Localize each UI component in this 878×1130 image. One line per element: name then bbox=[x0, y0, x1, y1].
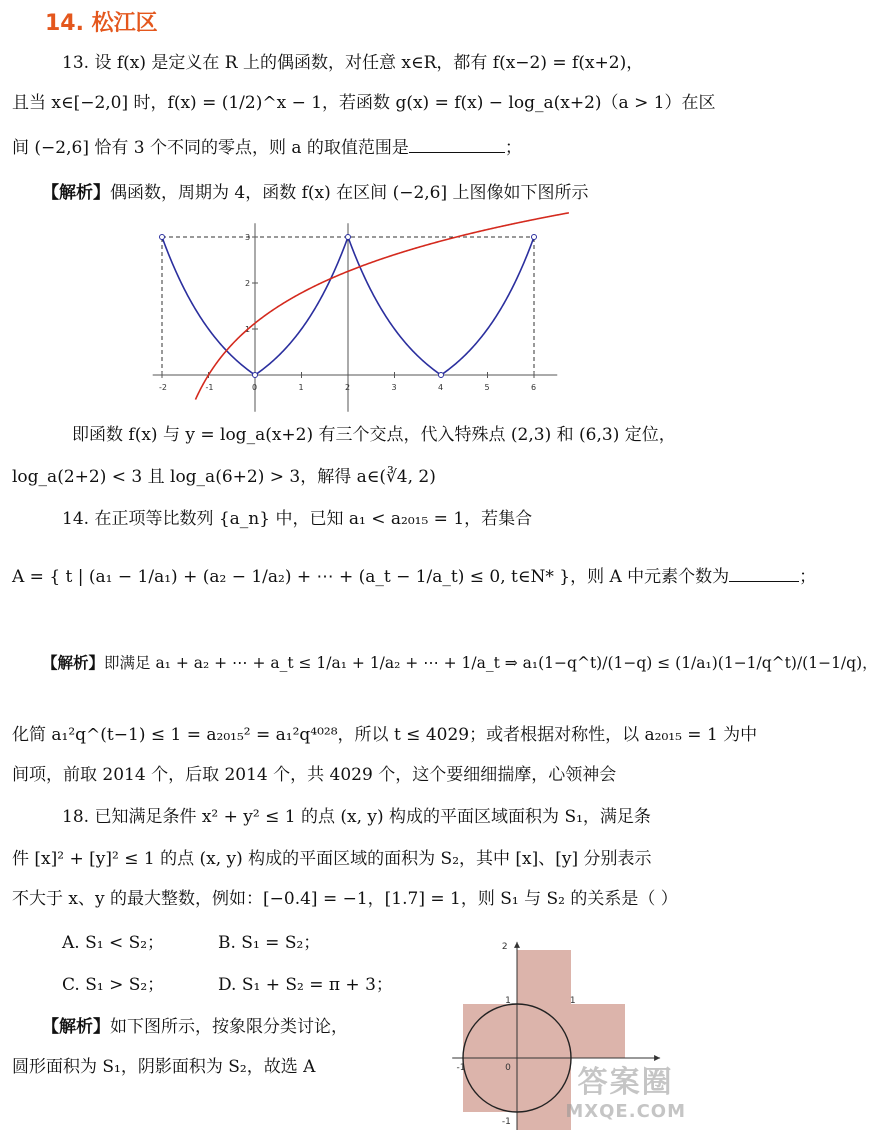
tick-label: -1 bbox=[501, 1116, 511, 1127]
q14-set-tail: ，则 A 中元素个数为 bbox=[570, 567, 730, 587]
q14-set-expression: A = { t | (a₁ − 1/a₁) + (a₂ − 1/a₂) + ⋯ + (a_t − 1/a_t) ≤ 0, t∈N* } bbox=[12, 567, 571, 587]
q18-option-d: D. S₁ + S₂ = π + 3； bbox=[218, 975, 393, 995]
x-tick-label: 3 bbox=[391, 383, 397, 392]
shade-cell bbox=[517, 1112, 571, 1130]
y-axis-arrow bbox=[514, 942, 520, 948]
y-tick-label: 3 bbox=[245, 233, 251, 242]
q14-analysis-line3: 间项，前取 2014 个，后取 2014 个，共 4029 个，这个要细细揣摩，心领神会 bbox=[12, 765, 617, 785]
q14-set-end: ； bbox=[799, 567, 817, 587]
q13-line3 bbox=[12, 136, 696, 159]
watermark-logo-text: 答案圈 bbox=[577, 1065, 674, 1100]
x-tick-label: -1 bbox=[205, 383, 214, 392]
q18-line1: 18. 已知满足条件 x² + y² ≤ 1 的点 (x, y) 构成的平面区域面积为 S₁，满足条 bbox=[62, 807, 651, 827]
q18-option-a: A. S₁ < S₂； bbox=[62, 933, 165, 953]
q13-line3-text: 间 (−2,6] 恰有 3 个不同的零点，则 a 的取值范围是 bbox=[12, 138, 409, 158]
graph1-layer bbox=[153, 213, 569, 412]
key-point bbox=[253, 373, 258, 378]
y-tick-label: 2 bbox=[245, 279, 251, 288]
key-point bbox=[439, 373, 444, 378]
q18-analysis-line2: 圆形面积为 S₁，阴影面积为 S₂，故选 A bbox=[12, 1057, 316, 1077]
q14-line1: 14. 在正项等比数列 {a_n} 中，已知 a₁ < a₂₀₁₅ = 1，若集合 bbox=[62, 509, 533, 529]
watermark bbox=[565, 1057, 686, 1122]
q13-analysis-line3: log_a(2+2) < 3 且 log_a(6+2) > 3，解得 a∈(∛4, 2) bbox=[12, 467, 436, 487]
key-point bbox=[346, 235, 351, 240]
x-tick-label: 0 bbox=[252, 383, 258, 392]
x-tick-label: 5 bbox=[484, 383, 490, 392]
tick-label: 2 bbox=[501, 941, 508, 952]
q18-option-c: C. S₁ > S₂； bbox=[62, 975, 165, 995]
q18-line3: 不大于 x、y 的最大整数，例如：[−0.4] = −1，[1.7] = 1，则 S₁ 与 S₂ 的关系是（ ） bbox=[12, 889, 678, 909]
q14-analysis bbox=[42, 652, 878, 674]
q14-analysis-text: 即满足 a₁ + a₂ + ⋯ + a_t ≤ 1/a₁ + 1/a₂ + ⋯ + 1/a_t ⇒ a₁(1−q^t)/(1−q) ≤ (1/a₁)(1−1/q^t)/(1−1/q)， bbox=[104, 654, 878, 672]
tick-label: -1 bbox=[456, 1062, 466, 1073]
q14-set-line bbox=[12, 565, 817, 588]
q18-option-b: B. S₁ = S₂； bbox=[218, 933, 321, 953]
analysis-label: 【解析】 bbox=[42, 653, 105, 672]
watermark-url: MXQE.COM bbox=[565, 1101, 686, 1122]
tick-label: 0 bbox=[505, 1062, 511, 1073]
x-tick-label: 2 bbox=[345, 383, 351, 392]
q14-analysis-line2: 化简 a₁²q^(t−1) ≤ 1 = a₂₀₁₅² = a₁²q⁴⁰²⁸，所以 t ≤ 4029；或者根据对称性，以 a₂₀₁₅ = 1 为中 bbox=[12, 725, 758, 745]
x-tick-label: 1 bbox=[298, 383, 304, 392]
answer-blank-13 bbox=[409, 136, 505, 153]
key-point bbox=[532, 235, 537, 240]
analysis-label: 【解析】 bbox=[42, 183, 110, 203]
answer-blank-14 bbox=[729, 565, 799, 582]
q18-line2: 件 [x]² + [y]² ≤ 1 的点 (x, y) 构成的平面区域的面积为 S₂，其中 [x]、[y] 分别表示 bbox=[12, 849, 652, 869]
shade-cell bbox=[571, 1004, 625, 1058]
x-tick-label: 4 bbox=[438, 383, 444, 392]
q13-analysis-line2: 即函数 f(x) 与 y = log_a(x+2) 有三个交点，代入特殊点 (2,3) 和 (6,3) 定位， bbox=[72, 425, 676, 445]
q13-analysis-text: 偶函数，周期为 4，函数 f(x) 在区间 (−2,6] 上图像如下图所示 bbox=[110, 183, 589, 203]
x-tick-label: -2 bbox=[159, 383, 167, 392]
shade-cell bbox=[463, 1004, 517, 1058]
tick-label: 1 bbox=[505, 995, 511, 1006]
key-point bbox=[160, 235, 165, 240]
shade-cell bbox=[517, 1058, 571, 1112]
q13-line2: 且当 x∈[−2,0] 时，f(x) = (1/2)^x − 1，若函数 g(x) = f(x) − log_a(x+2)（a > 1）在区 bbox=[12, 93, 716, 113]
q18-analysis-text: 如下图所示，按象限分类讨论， bbox=[110, 1017, 348, 1037]
q13-line1: 13. 设 f(x) 是定义在 R 上的偶函数，对任意 x∈R，都有 f(x−2) = f(x+2)， bbox=[62, 53, 644, 73]
q13-line3-end: ； bbox=[504, 138, 522, 158]
function-graph bbox=[140, 225, 560, 410]
analysis-label: 【解析】 bbox=[42, 1017, 110, 1037]
x-tick-label: 6 bbox=[531, 383, 537, 392]
tick-label: 1 bbox=[569, 995, 576, 1006]
y-tick-label: 1 bbox=[245, 325, 251, 334]
section-title: 14. 松江区 bbox=[45, 11, 158, 36]
q13-analysis bbox=[42, 182, 696, 204]
